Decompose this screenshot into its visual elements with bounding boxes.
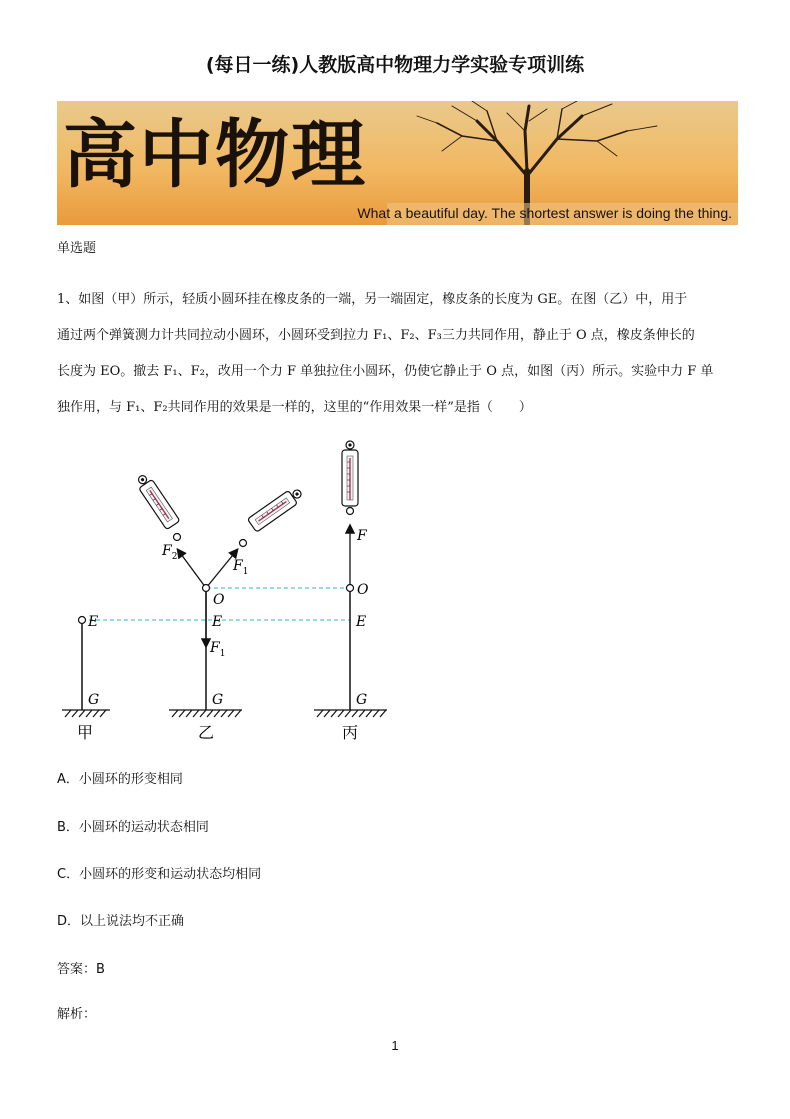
label-f-right: F (357, 528, 367, 544)
experiment-figure (57, 438, 397, 752)
section-heading: 单选题 (57, 241, 97, 256)
option-b: B．小圆环的运动状态相同 (57, 820, 209, 835)
ring-icon (203, 585, 210, 592)
ring-icon (347, 585, 354, 592)
ground-hatch (62, 710, 387, 717)
label-e-right: E (356, 614, 367, 630)
label-jia: 甲 (77, 723, 94, 742)
question-line: 1、如图（甲）所示，轻质小圆环挂在橡皮条的一端，另一端固定，橡皮条的长度为 GE。在图（乙）中，用于 (57, 292, 688, 307)
banner-image (57, 101, 738, 225)
question-text (57, 282, 733, 426)
label-o-mid: O (213, 592, 225, 608)
ring-icon (79, 617, 86, 624)
option-d: D．以上说法均不正确 (57, 914, 185, 929)
option-c: C．小圆环的形变和运动状态均相同 (57, 867, 262, 882)
label-e-mid: E (212, 614, 223, 630)
question-line: 通过两个弹簧测力计共同拉动小圆环，小圆环受到拉力 F₁、F₂、F₃三力共同作用，静止于 O 点，橡皮条伸长的 (57, 328, 695, 343)
analysis-label: 解析： (57, 1007, 97, 1022)
label-g-mid: G (212, 692, 224, 708)
banner-title: 高中物理 (63, 112, 367, 198)
page-number: 1 (391, 1038, 399, 1053)
spring-scale-icon (134, 472, 180, 530)
label-yi: 乙 (198, 723, 215, 742)
label-e-left: E (88, 614, 99, 630)
label-o-right: O (357, 582, 369, 598)
question-line: 长度为 EO。撤去 F₁、F₂，改用一个力 F 单独拉住小圆环，仍使它静止于 O 点，如图（丙）所示。实验中力 F 单 (57, 364, 714, 379)
label-f1-top: $F_1$ (233, 558, 249, 577)
force-f2-arrow (178, 550, 206, 588)
label-bing: 丙 (342, 723, 359, 742)
answer-text: 答案：B (57, 962, 105, 977)
label-g-right: G (356, 692, 368, 708)
page-title: (每日一练)人教版高中物理力学实验专项训练 (205, 54, 585, 76)
label-g-left: G (88, 692, 100, 708)
spring-scale-icon (342, 441, 358, 506)
option-a: A．小圆环的形变相同 (57, 772, 183, 787)
banner-motto: What a beautiful day. The shortest answer is doing the thing. (357, 205, 732, 221)
label-f2: $F_2$ (162, 543, 178, 562)
label-f1-down: $F_1$ (210, 640, 226, 659)
spring-scale-icon (247, 485, 305, 532)
question-line: 独作用，与 F₁、F₂共同作用的效果是一样的，这里的“作用效果一样”是指（ ） (57, 400, 532, 415)
